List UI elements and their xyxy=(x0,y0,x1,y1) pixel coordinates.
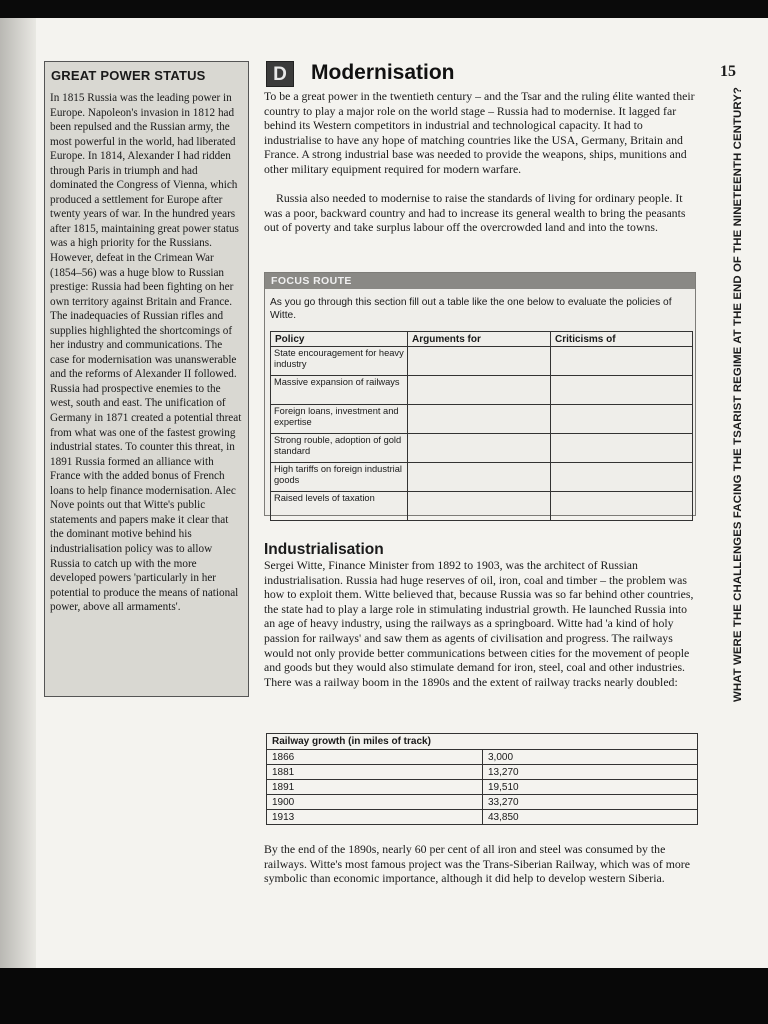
criticisms-cell xyxy=(551,347,693,376)
railway-growth-table xyxy=(266,733,698,825)
criticisms-cell xyxy=(551,405,693,434)
year-cell: 1881 xyxy=(267,765,483,780)
criticisms-cell xyxy=(551,434,693,463)
table-row xyxy=(267,765,698,780)
arguments-cell xyxy=(408,434,551,463)
page-number: 15 xyxy=(720,63,736,80)
miles-cell: 33,270 xyxy=(483,795,698,810)
section-badge: D xyxy=(266,61,294,87)
section-title: Modernisation xyxy=(311,61,455,84)
intro-paragraph-2: Russia also needed to modernise to raise the standards of living for ordinary people. It was a poor, backward country and had to increase its general wealth to bring the peasants out of poverty and take surplus labour off the overcrowded land and into the towns. xyxy=(264,191,686,235)
great-power-status-box xyxy=(44,61,249,697)
policy-cell: Massive expansion of railways xyxy=(271,376,408,405)
focus-route-instruction: As you go through this section fill out a table like the one below to evaluate the policies of Witte. xyxy=(270,297,672,321)
year-cell: 1891 xyxy=(267,780,483,795)
focus-route-box xyxy=(264,272,696,516)
year-cell: 1866 xyxy=(267,750,483,765)
policy-cell: Foreign loans, investment and expertise xyxy=(271,405,408,434)
miles-cell: 43,850 xyxy=(483,810,698,825)
criticisms-cell xyxy=(551,492,693,521)
intro-paragraph-1: To be a great power in the twentieth century – and the Tsar and the ruling élite wanted their country to play a major role on the world stage – Russia had to modernise. It lagged far behind its Western competitors in industrial and technological capacity. It had to industrialise to have any hope of matching countries like the USA, Germany, Britain and France. A strong industrial base was needed to provide the weapons, ships, munitions and other military equipment required for modern warfare. xyxy=(264,89,695,176)
focus-route-label: FOCUS ROUTE xyxy=(265,273,695,289)
table-row xyxy=(271,405,693,434)
scan-bottom-edge xyxy=(0,968,768,1024)
policy-table xyxy=(270,331,693,521)
miles-cell: 13,270 xyxy=(483,765,698,780)
criticisms-of-header: Criticisms of xyxy=(551,332,693,347)
miles-cell: 3,000 xyxy=(483,750,698,765)
closing-paragraph: By the end of the 1890s, nearly 60 per cent of all iron and steel was consumed by the railways. Witte's most famous project was the Trans-Siberian Railway, which was of more symbolic than economic importance, although it did help to develop western Siberia. xyxy=(264,842,690,886)
table-row xyxy=(271,347,693,376)
table-row xyxy=(271,463,693,492)
miles-cell: 19,510 xyxy=(483,780,698,795)
binding-shadow xyxy=(0,18,36,968)
table-row xyxy=(271,434,693,463)
arguments-cell xyxy=(408,405,551,434)
arguments-cell xyxy=(408,492,551,521)
table-row xyxy=(267,750,698,765)
table-row xyxy=(267,795,698,810)
year-cell: 1900 xyxy=(267,795,483,810)
policy-header: Policy xyxy=(271,332,408,347)
policy-cell: High tariffs on foreign industrial goods xyxy=(271,463,408,492)
year-cell: 1913 xyxy=(267,810,483,825)
industrialisation-heading: Industrialisation xyxy=(264,541,384,558)
arguments-for-header: Arguments for xyxy=(408,332,551,347)
arguments-cell xyxy=(408,347,551,376)
policy-cell: Raised levels of taxation xyxy=(271,492,408,521)
table-row xyxy=(271,492,693,521)
criticisms-cell xyxy=(551,463,693,492)
scan-top-edge xyxy=(500,0,768,18)
table-row xyxy=(271,376,693,405)
arguments-cell xyxy=(408,376,551,405)
railway-table-caption: Railway growth (in miles of track) xyxy=(267,734,698,750)
criticisms-cell xyxy=(551,376,693,405)
policy-cell: State encouragement for heavy industry xyxy=(271,347,408,376)
running-chapter-title: WHAT WERE THE CHALLENGES FACING THE TSARIST REGIME AT THE END OF THE NINETEENTH CENTURY? xyxy=(732,86,744,702)
sidebar-title: GREAT POWER STATUS xyxy=(51,68,206,83)
industrialisation-paragraph: Sergei Witte, Finance Minister from 1892 to 1903, was the architect of Russian industrialisation. Russia had huge reserves of oil, iron, coal and timber – the problem was how to exploit them. Witte believed that, because Russia was so far behind other countries, the state had to play a large role in stimulating industrial growth. He launched Russia into an age of heavy industry, using the railways as a springboard. Witte had 'a kind of holy passion for railways' and saw them as agents of civilisation and progress. The railways would not only provide better communications between cities for the movement of people and goods but they would also stimulate demand for iron, steel, coal and other industries. There was a railway boom in the 1890s and the extent of railway tracks nearly doubled: xyxy=(264,558,694,689)
table-row xyxy=(267,810,698,825)
sidebar-text: In 1815 Russia was the leading power in Europe. Napoleon's invasion in 1812 had been repulsed and the Russian army, the most powerful in the world, had liberated Europe. In 1814, Alexander I had ridden through Paris in triumph and had dominated the Congress of Vienna, which produced a settlement for Europe after twenty years of war. In the hundred years after 1815, maintaining great power status was a high priority for the Russians. However, defeat in the Crimean War (1854–56) was a huge blow to Russian prestige: Russia had been fighting on her own territory against Britain and France. The inadequacies of Russian rifles and supplies highlighted the shortcomings of her industry and communications. The case for modernisation was unanswerable and the reforms of Alexander II followed. Russia had prospective enemies to the west, south and east. The unification of Germany in 1871 created a potential threat from what was one of the fastest growing industrial states. To counter this threat, in 1891 Russia formed an alliance with France with the added bonus of French loans to help finance modernisation. Alec Nove points out that Witte's public statements and papers make it clear that the dominant motive behind his industrialisation policy was to allow Russia to catch up with the more developed powers 'particularly in her potential to produce the means of national power, above all armaments'. xyxy=(50,92,242,614)
policy-cell: Strong rouble, adoption of gold standard xyxy=(271,434,408,463)
table-row xyxy=(267,780,698,795)
arguments-cell xyxy=(408,463,551,492)
